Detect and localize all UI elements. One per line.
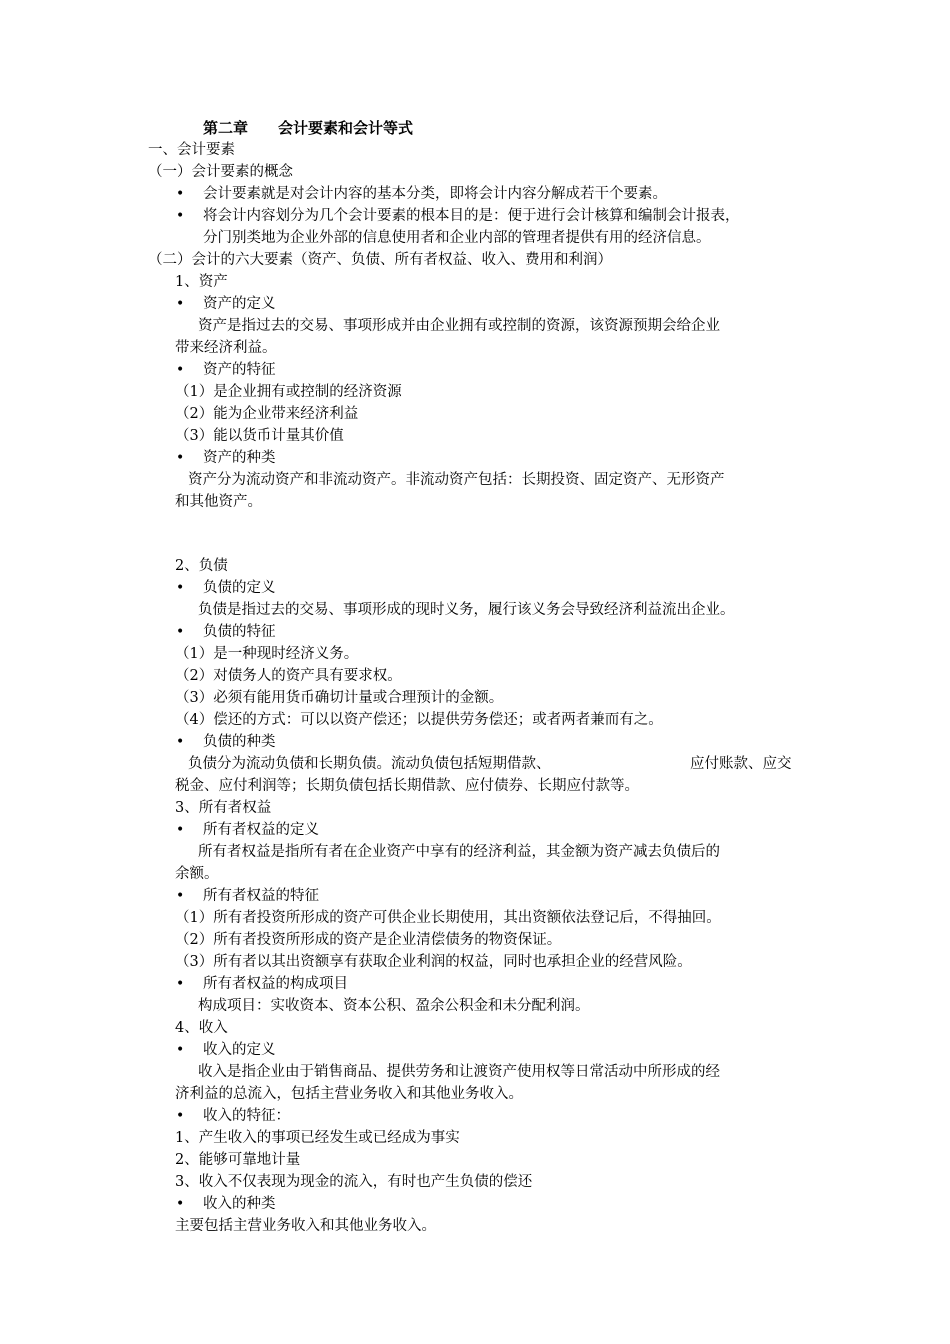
bullet-heading: 所有者权益的定义 [203,822,319,838]
bullet-icon: • [176,976,185,992]
paragraph: 负债分为流动负债和长期负债。流动负债包括短期借款、 [188,756,551,772]
paragraph: 带来经济利益。 [175,340,277,356]
list-item: （3）所有者以其出资额享有获取企业利润的权益，同时也承担企业的经营风险。 [175,954,692,970]
list-item: （2）能为企业带来经济利益 [175,406,359,422]
item-heading: 3、所有者权益 [175,800,272,816]
bullet-heading: 负债的特征 [203,624,276,640]
bullet-icon: • [176,624,185,640]
bullet-icon: • [176,186,185,202]
paragraph: 和其他资产。 [175,494,262,510]
bullet-icon: • [176,450,185,466]
section-heading: 一、会计要素 [148,142,235,158]
paragraph: 主要包括主营业务收入和其他业务收入。 [175,1218,436,1234]
paragraph: 资产分为流动资产和非流动资产。非流动资产包括：长期投资、固定资产、无形资产 [188,472,725,488]
paragraph: 分门别类地为企业外部的信息使用者和企业内部的管理者提供有用的经济信息。 [203,230,711,246]
bullet-icon: • [176,734,185,750]
bullet-heading: 收入的种类 [203,1196,276,1212]
subsection-heading: （二）会计的六大要素（资产、负债、所有者权益、收入、费用和利润） [148,252,612,268]
list-item: （2）所有者投资所形成的资产是企业清偿债务的物资保证。 [175,932,562,948]
bullet-heading: 负债的定义 [203,580,276,596]
paragraph: 应付账款、应交 [690,756,792,772]
bullet-heading: 资产的特征 [203,362,276,378]
paragraph: 会计要素就是对会计内容的基本分类，即将会计内容分解成若干个要素。 [203,186,667,202]
paragraph: 资产是指过去的交易、事项形成并由企业拥有或控制的资源，该资源预期会给企业 [198,318,720,334]
bullet-icon: • [176,1108,185,1124]
paragraph: 税金、应付利润等；长期负债包括长期借款、应付债券、长期应付款等。 [175,778,639,794]
list-item: （3）必须有能用货币确切计量或合理预计的金额。 [175,690,504,706]
bullet-icon: • [176,888,185,904]
paragraph: 构成项目：实收资本、资本公积、盈余公积金和未分配利润。 [198,998,590,1014]
bullet-heading: 收入的定义 [203,1042,276,1058]
item-heading: 1、资产 [175,274,228,290]
paragraph: 收入是指企业由于销售商品、提供劳务和让渡资产使用权等日常活动中所形成的经 [198,1064,720,1080]
list-item: （1）是一种现时经济义务。 [175,646,359,662]
bullet-icon: • [176,296,185,312]
list-item: （4）偿还的方式：可以以资产偿还；以提供劳务偿还；或者两者兼而有之。 [175,712,663,728]
bullet-icon: • [176,362,185,378]
paragraph: 所有者权益是指所有者在企业资产中享有的经济利益，其金额为资产减去负债后的 [198,844,720,860]
bullet-heading: 负债的种类 [203,734,276,750]
paragraph: 余额。 [175,866,219,882]
list-item: 2、能够可靠地计量 [175,1152,301,1168]
bullet-heading: 资产的定义 [203,296,276,312]
item-heading: 2、负债 [175,558,228,574]
bullet-icon: • [176,580,185,596]
item-heading: 4、收入 [175,1020,228,1036]
bullet-icon: • [176,208,185,224]
list-item: （1）是企业拥有或控制的经济资源 [175,384,402,400]
bullet-icon: • [176,1196,185,1212]
bullet-icon: • [176,822,185,838]
bullet-heading: 收入的特征： [203,1108,290,1124]
list-item: 1、产生收入的事项已经发生或已经成为事实 [175,1130,460,1146]
list-item: （1）所有者投资所形成的资产可供企业长期使用，其出资额依法登记后，不得抽回。 [175,910,721,926]
chapter-title: 第二章 会计要素和会计等式 [203,119,414,137]
bullet-heading: 资产的种类 [203,450,276,466]
list-item: （3）能以货币计量其价值 [175,428,344,444]
subsection-heading: （一）会计要素的概念 [148,164,293,180]
bullet-heading: 所有者权益的构成项目 [203,976,348,992]
bullet-icon: • [176,1042,185,1058]
list-item: （2）对债务人的资产具有要求权。 [175,668,402,684]
paragraph: 济利益的总流入，包括主营业务收入和其他业务收入。 [175,1086,523,1102]
list-item: 3、收入不仅表现为现金的流入，有时也产生负债的偿还 [175,1174,533,1190]
paragraph: 将会计内容划分为几个会计要素的根本目的是：便于进行会计核算和编制会计报表， [203,208,740,224]
bullet-heading: 所有者权益的特征 [203,888,319,904]
paragraph: 负债是指过去的交易、事项形成的现时义务，履行该义务会导致经济利益流出企业。 [198,602,735,618]
